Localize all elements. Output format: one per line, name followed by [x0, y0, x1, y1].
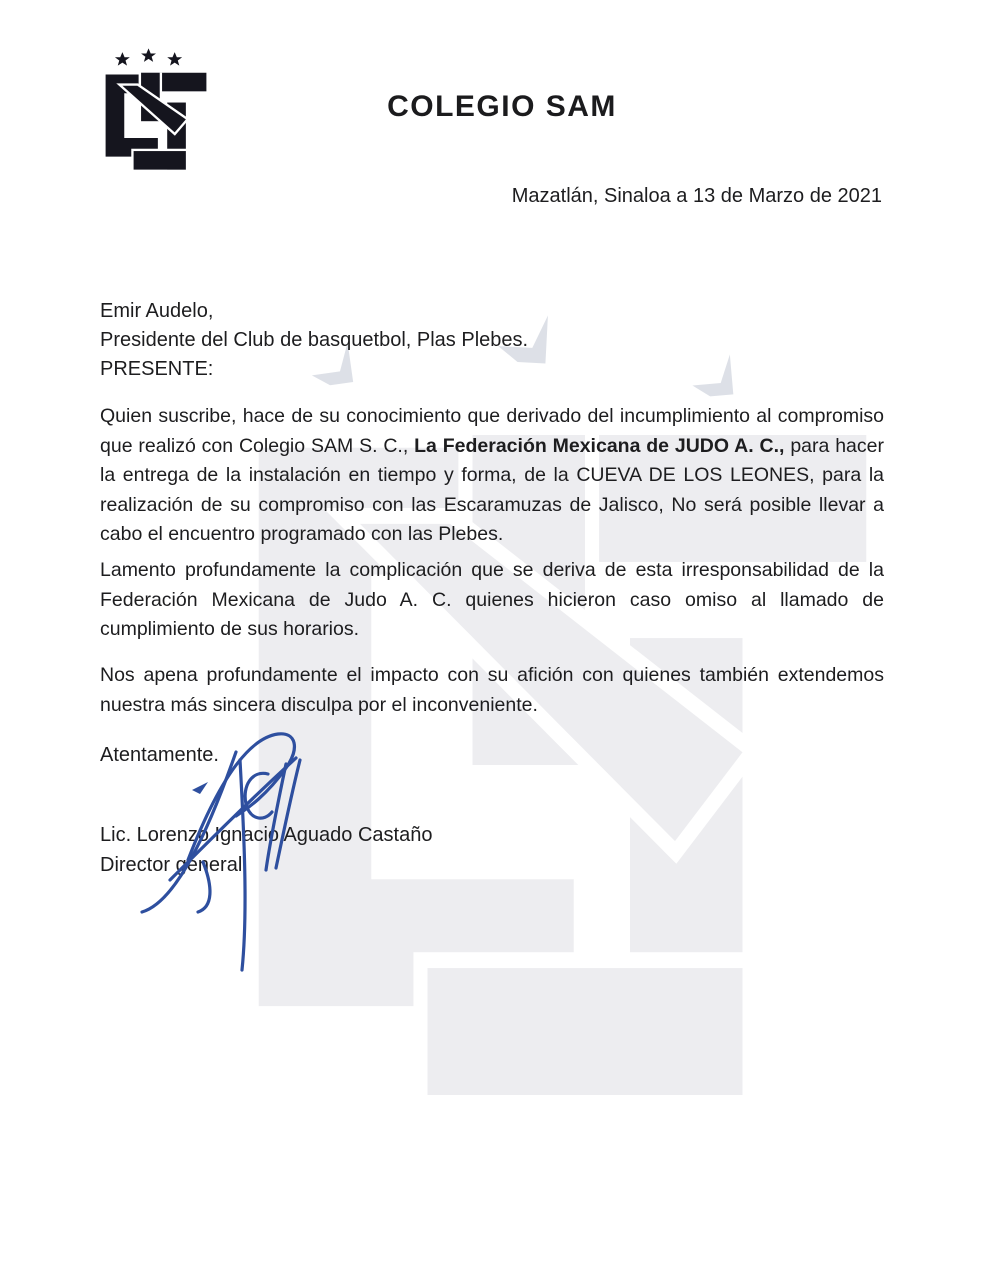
date-line: Mazatlán, Sinaloa a 13 de Marzo de 2021 — [511, 185, 882, 207]
recipient-block — [100, 297, 528, 384]
signer-name: Lic. Lorenzo Ignacio Aguado Castaño — [100, 824, 433, 846]
paragraph1-bold-text: La Federación Mexicana de JUDO A. C., — [414, 434, 785, 457]
recipient-salutation: PRESENTE: — [100, 358, 214, 380]
letterhead-title: COLEGIO SAM — [387, 90, 617, 123]
paragraph1-text: para hacer la entrega de la instalación en tiempo y forma, de la CUEVA DE LOS LEONES, para la realización de su compromiso con las Escaramuzas de Jalisco, No será posible llevar a cabo el encuentro programado con las Plebes. — [100, 434, 884, 546]
recipient-position: Presidente del Club de basquetbol, Plas Plebes. — [100, 329, 529, 351]
handwritten-signature-icon — [128, 712, 318, 982]
body-paragraph-3: Nos apena profundamente el impacto con su afición con quienes también extendemos nuestra más sincera disculpa por el inconveniente. — [100, 664, 884, 716]
signer-title: Director general — [100, 854, 243, 876]
closing-salutation: Atentamente. — [100, 744, 219, 766]
watermark-star-icon — [647, 315, 734, 402]
body-paragraph-1 — [100, 402, 884, 550]
body-paragraph-2: Lamento profundamente la complicación que se deriva de esta irresponsabilidad de la Federación Mexicana de Judo A. C. quienes hicieron caso omiso al llamado de cumplimiento de sus horarios. — [100, 559, 884, 641]
paragraph1-text: Quien suscribe, hace de su conocimiento que derivado del incumplimiento al compromiso que realizó con Colegio SAM S. C., — [100, 405, 884, 457]
recipient-name: Emir Audelo, — [100, 300, 214, 322]
three-stars-icon — [115, 48, 182, 65]
